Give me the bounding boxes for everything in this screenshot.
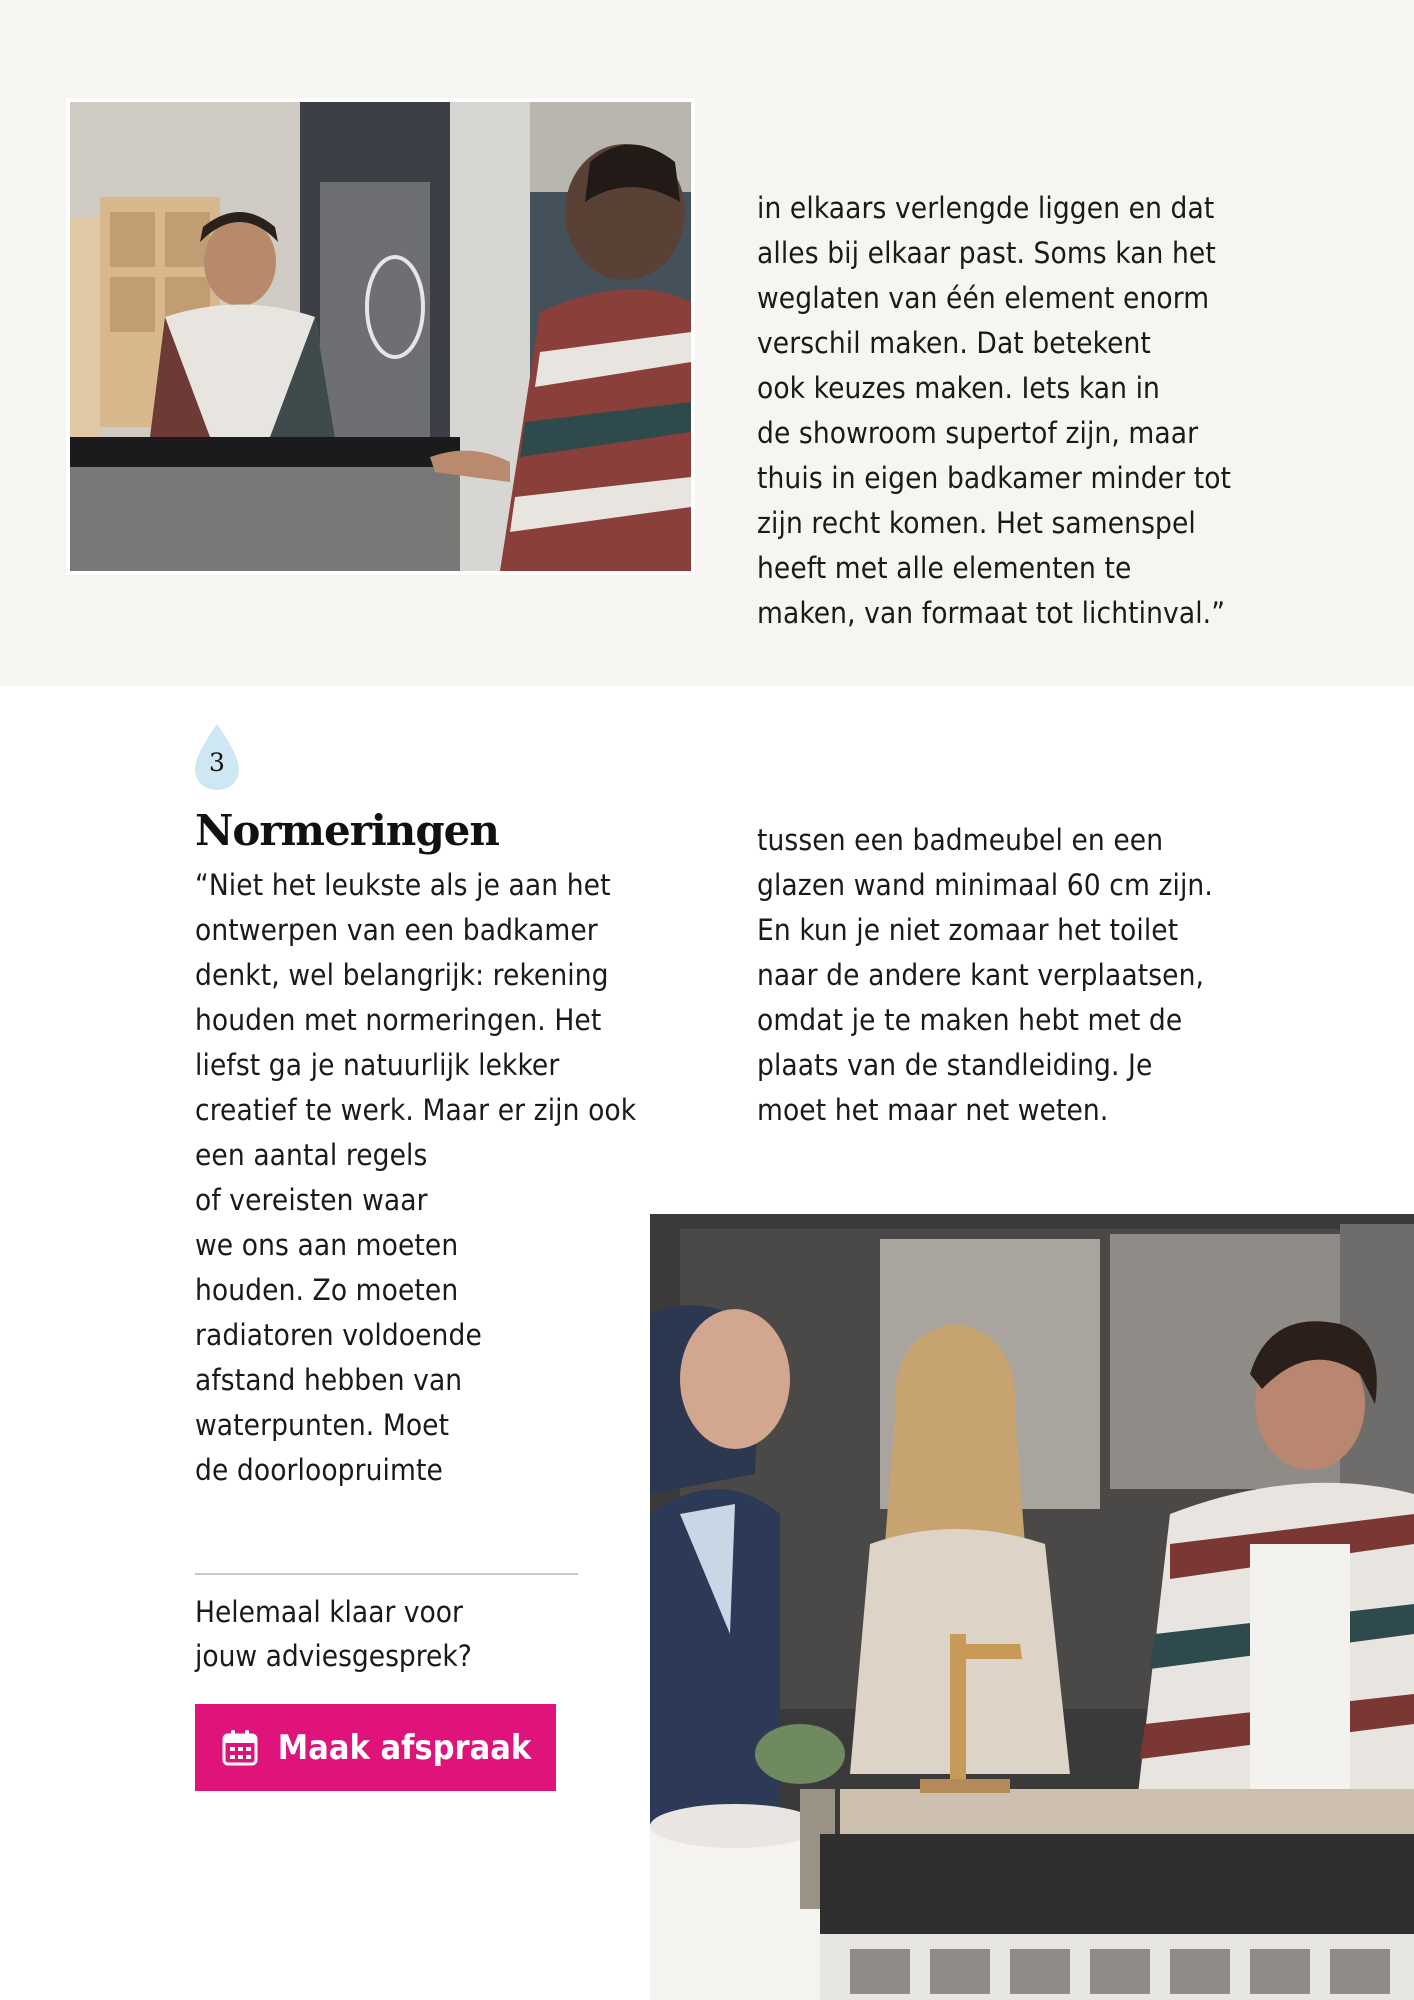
text-line: creatief te werk. Maar er zijn ook <box>195 1093 637 1127</box>
text-line: heeft met alle elementen te <box>757 551 1132 585</box>
text-line: omdat je te maken hebt met de <box>757 1003 1183 1037</box>
make-appointment-label: Maak afspraak <box>277 1727 532 1768</box>
left-paragraph <box>195 863 636 1493</box>
section-title: Normeringen <box>195 806 499 855</box>
photo-showroom-consultation <box>650 1214 1414 2000</box>
text-line: verschil maken. Dat betekent <box>757 326 1151 360</box>
text-line: naar de andere kant verplaatsen, <box>757 958 1205 992</box>
cta-question-line: jouw adviesgesprek? <box>195 1639 472 1673</box>
text-line: weglaten van één element enorm <box>757 281 1210 315</box>
text-line: houden met normeringen. Het <box>195 1003 602 1037</box>
text-line: afstand hebben van <box>195 1363 463 1397</box>
text-line: of vereisten waar <box>195 1183 428 1217</box>
text-line: we ons aan moeten <box>195 1228 459 1262</box>
text-line: denkt, wel belangrijk: rekening <box>195 958 609 992</box>
divider <box>195 1573 578 1575</box>
section-number: 3 <box>209 748 225 777</box>
text-line: ook keuzes maken. Iets kan in <box>757 371 1160 405</box>
section-number-drop <box>192 722 242 792</box>
right-paragraph <box>757 818 1213 1133</box>
text-line: de doorloopruimte <box>195 1453 443 1487</box>
text-line: ontwerpen van een badkamer <box>195 913 598 947</box>
text-line: maken, van formaat tot lichtinval.” <box>757 596 1226 630</box>
text-line: plaats van de standleiding. Je <box>757 1048 1153 1082</box>
photo-mirror-showroom <box>66 98 695 575</box>
text-line: tussen een badmeubel en een <box>757 823 1164 857</box>
top-paragraph <box>757 186 1231 636</box>
make-appointment-button[interactable] <box>195 1704 556 1791</box>
text-line: in elkaars verlengde liggen en dat <box>757 191 1215 225</box>
text-line: waterpunten. Moet <box>195 1408 450 1442</box>
text-line: alles bij elkaar past. Soms kan het <box>757 236 1216 270</box>
text-line: “Niet het leukste als je aan het <box>195 868 611 902</box>
text-line: liefst ga je natuurlijk lekker <box>195 1048 560 1082</box>
text-line: thuis in eigen badkamer minder tot <box>757 461 1232 495</box>
text-line: de showroom supertof zijn, maar <box>757 416 1199 450</box>
text-line: En kun je niet zomaar het toilet <box>757 913 1179 947</box>
text-line: houden. Zo moeten <box>195 1273 459 1307</box>
text-line: zijn recht komen. Het samenspel <box>757 506 1196 540</box>
text-line: glazen wand minimaal 60 cm zijn. <box>757 868 1213 902</box>
cta-question <box>195 1590 472 1678</box>
text-line: een aantal regels <box>195 1138 428 1172</box>
cta-question-line: Helemaal klaar voor <box>195 1595 463 1629</box>
text-line: radiatoren voldoende <box>195 1318 482 1352</box>
text-line: moet het maar net weten. <box>757 1093 1109 1127</box>
calendar-icon <box>220 1728 260 1768</box>
